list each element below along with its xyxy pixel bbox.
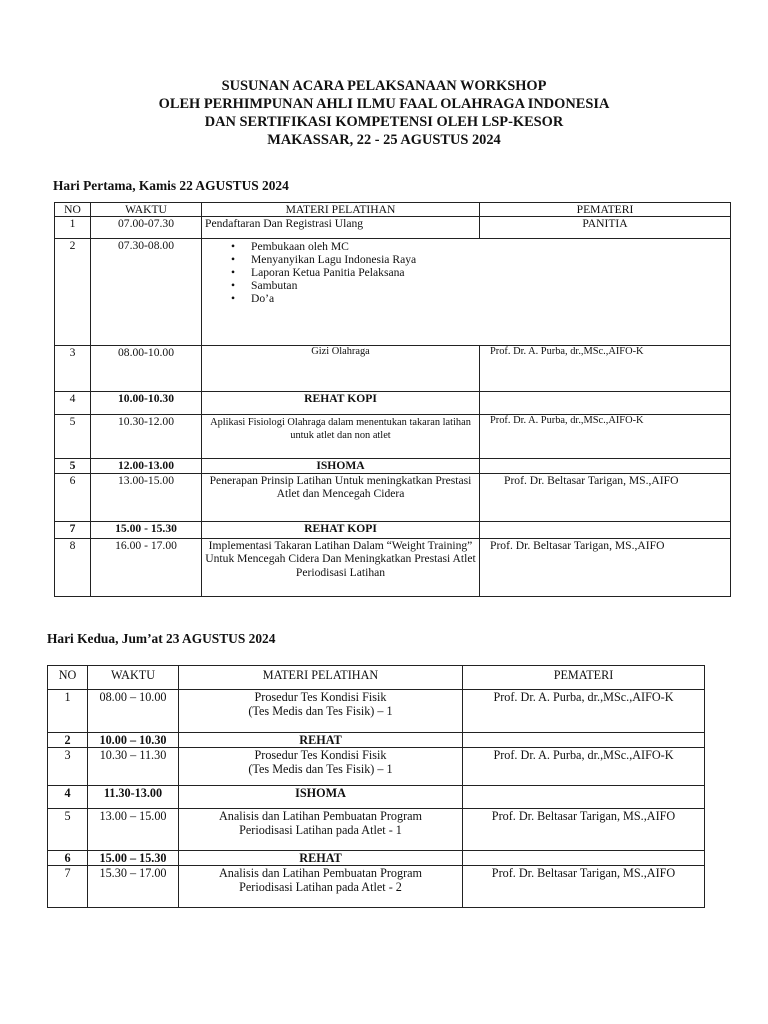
row-time: 07.00-07.30 [91,217,202,239]
row-no: 3 [55,346,91,392]
row-no: 2 [48,733,88,748]
table-header-row [55,203,731,217]
row-topic: ISHOMA [179,786,463,809]
row-time: 10.00-10.30 [91,392,202,415]
row-no: 4 [48,786,88,809]
row-speaker: Prof. Dr. A. Purba, dr.,MSc.,AIFO-K [463,748,705,786]
row-no: 2 [55,239,91,346]
header-no: NO [55,203,91,217]
row-speaker [480,392,731,415]
row-time: 12.00-13.00 [91,459,202,473]
row-time: 10.00 – 10.30 [88,733,179,748]
title-line-1: SUSUNAN ACARA PELAKSANAAN WORKSHOP [221,78,547,94]
row-time: 13.00-15.00 [91,473,202,521]
row-time: 08.00 – 10.00 [88,690,179,733]
row-no: 5 [55,459,91,473]
row-topic: Penerapan Prinsip Latihan Untuk meningkatkan Prestasi Atlet dan Mencegah Cidera [202,473,480,521]
document-title [0,77,768,149]
table-row [55,239,731,346]
table-row [55,392,731,415]
row-time: 10.30 – 11.30 [88,748,179,786]
topic-line: Periodisasi Latihan pada Atlet - 1 [239,823,402,837]
row-no: 5 [55,415,91,459]
list-item: • Laporan Ketua Panitia Pelaksana [251,267,727,280]
row-no: 4 [55,392,91,415]
table-row [48,748,705,786]
table-row [48,866,705,908]
row-no: 1 [55,217,91,239]
title-line-2: OLEH PERHIMPUNAN AHLI ILMU FAAL OLAHRAGA INDONESIA [158,96,610,112]
row-topic [179,809,463,851]
header-no: NO [48,666,88,690]
list-item: • Sambutan [251,280,727,293]
row-no: 3 [48,748,88,786]
list-item: • Pembukaan oleh MC [251,241,727,254]
row-speaker: Prof. Dr. Beltasar Tarigan, MS.,AIFO [463,866,705,908]
row-topic: REHAT [179,851,463,866]
row-topic [179,866,463,908]
table-row [48,851,705,866]
row-speaker: Prof. Dr. A. Purba, dr.,MSc.,AIFO-K [480,346,731,392]
day1-heading: Hari Pertama, Kamis 22 AGUSTUS 2024 [53,178,289,193]
row-time: 08.00-10.00 [91,346,202,392]
row-topic: REHAT [179,733,463,748]
table-row [48,786,705,809]
table-row [55,459,731,473]
header-topic: MATERI PELATIHAN [179,666,463,690]
table-row [55,415,731,459]
row-topic: Aplikasi Fisiologi Olahraga dalam menentukan takaran latihan untuk atlet dan non atlet [202,415,480,459]
row-time: 15.30 – 17.00 [88,866,179,908]
title-line-4: MAKASSAR, 22 - 25 AGUSTUS 2024 [267,132,501,148]
day2-heading: Hari Kedua, Jum’at 23 AGUSTUS 2024 [47,631,276,646]
row-speaker [463,851,705,866]
row-time: 11.30-13.00 [88,786,179,809]
row-no: 8 [55,538,91,596]
day2-schedule-table [47,665,705,908]
row-time: 10.30-12.00 [91,415,202,459]
row-speaker [480,459,731,473]
header-time: WAKTU [91,203,202,217]
opening-agenda-cell [202,239,731,346]
header-time: WAKTU [88,666,179,690]
row-time: 07.30-08.00 [91,239,202,346]
header-topic: MATERI PELATIHAN [202,203,480,217]
row-no: 6 [55,473,91,521]
row-speaker: Prof. Dr. A. Purba, dr.,MSc.,AIFO-K [480,415,731,459]
table-row [55,473,731,521]
table-row [55,346,731,392]
row-no: 7 [48,866,88,908]
row-speaker: Prof. Dr. Beltasar Tarigan, MS.,AIFO [463,809,705,851]
table-row [55,521,731,538]
row-no: 7 [55,521,91,538]
row-no: 6 [48,851,88,866]
row-topic: REHAT KOPI [202,521,480,538]
title-line-3: DAN SERTIFIKASI KOMPETENSI OLEH LSP-KESOR [204,114,564,130]
table-row [48,733,705,748]
list-item: • Do’a [251,293,727,306]
row-speaker: PANITIA [480,217,731,239]
row-speaker: Prof. Dr. Beltasar Tarigan, MS.,AIFO [480,473,731,521]
row-time: 15.00 - 15.30 [91,521,202,538]
table-row [48,809,705,851]
row-speaker: Prof. Dr. A. Purba, dr.,MSc.,AIFO-K [463,690,705,733]
topic-line: Analisis dan Latihan Pembuatan Program [218,866,423,880]
row-topic: Pendaftaran Dan Registrasi Ulang [202,217,480,239]
row-speaker [463,786,705,809]
row-no: 1 [48,690,88,733]
row-time: 13.00 – 15.00 [88,809,179,851]
row-no: 5 [48,809,88,851]
table-row [48,690,705,733]
row-topic [179,748,463,786]
row-topic: Gizi Olahraga [202,346,480,392]
row-topic: ISHOMA [202,459,480,473]
topic-line: Prosedur Tes Kondisi Fisik [254,690,387,704]
table-row [55,217,731,239]
header-speaker: PEMATERI [480,203,731,217]
row-topic: Implementasi Takaran Latihan Dalam “Weight Training” Untuk Mencegah Cidera Dan Meningkatkan Prestasi Atlet Periodisasi Latihan [202,538,480,596]
row-speaker [463,733,705,748]
list-item: • Menyanyikan Lagu Indonesia Raya [251,254,727,267]
row-topic [179,690,463,733]
row-time: 16.00 - 17.00 [91,538,202,596]
table-row [55,538,731,596]
topic-line: (Tes Medis dan Tes Fisik) – 1 [248,704,393,718]
header-speaker: PEMATERI [463,666,705,690]
opening-agenda-list [205,241,727,305]
row-speaker [480,521,731,538]
topic-line: Prosedur Tes Kondisi Fisik [254,748,387,762]
topic-line: Analisis dan Latihan Pembuatan Program [218,809,423,823]
table-header-row [48,666,705,690]
row-topic: REHAT KOPI [202,392,480,415]
topic-line: Periodisasi Latihan pada Atlet - 2 [239,880,402,894]
topic-line: (Tes Medis dan Tes Fisik) – 1 [248,762,393,776]
row-speaker: Prof. Dr. Beltasar Tarigan, MS.,AIFO [480,538,731,596]
day1-schedule-table [54,202,731,597]
row-time: 15.00 – 15.30 [88,851,179,866]
